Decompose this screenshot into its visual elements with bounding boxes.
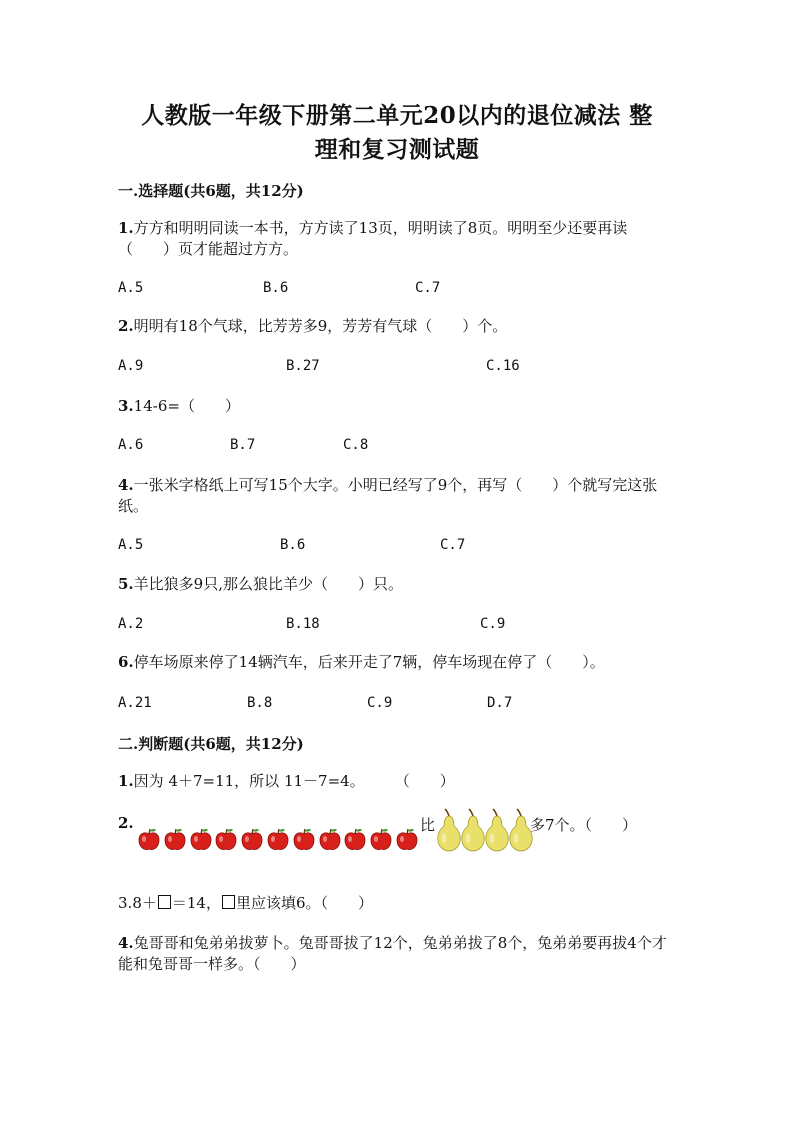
- pear-icon: [460, 808, 486, 852]
- question-4: [118, 475, 678, 517]
- option-a: A.21: [118, 695, 152, 711]
- option-a: A.5: [118, 537, 144, 553]
- question-text: 因为 4＋7=11，所以 11－7=4。 （ ）: [133, 772, 455, 790]
- apple-icon: [241, 828, 263, 852]
- question-text: 兔哥哥和兔弟弟拔萝卜。兔哥哥拔了12个，兔弟弟拔了8个，兔弟弟要再拔4个才能和兔哥哥一样多。（ ）: [118, 934, 667, 973]
- option-b: B.6: [280, 537, 306, 553]
- option-b: B.6: [263, 280, 289, 296]
- apple-icon: [267, 828, 289, 852]
- apple-icon: [293, 828, 315, 852]
- apple-icon: [396, 828, 418, 852]
- question-number: 1.: [118, 772, 134, 790]
- option-c: C.9: [367, 695, 393, 711]
- option-b: B.18: [286, 616, 320, 632]
- question-6: [118, 652, 678, 673]
- question-number: 2.: [118, 814, 134, 832]
- compare-word: 比: [420, 816, 436, 834]
- question-text: 方方和明明同读一本书，方方读了13页，明明读了8页。明明至少还要再读（ ）页才能超过方方。: [118, 219, 628, 258]
- option-c: C.7: [440, 537, 466, 553]
- apple-icon: [138, 828, 160, 852]
- option-b: B.7: [230, 437, 256, 453]
- question-number: 4.: [118, 934, 134, 952]
- section-heading-choice: 一.选择题(共6题，共12分): [118, 182, 304, 200]
- option-a: A.2: [118, 616, 144, 632]
- question-number: 2.: [118, 317, 134, 335]
- option-b: B.27: [286, 358, 320, 374]
- question-3: [118, 396, 678, 417]
- question-text: 停车场原来停了14辆汽车，后来开走了7辆，停车场现在停了（ ）。: [133, 653, 605, 671]
- question-number: 6.: [118, 653, 134, 671]
- question-2: [118, 316, 678, 337]
- judgement-question-2: [118, 806, 678, 856]
- question-5: [118, 574, 678, 595]
- apple-icon: [190, 828, 212, 852]
- option-c: C.8: [343, 437, 369, 453]
- apple-icon: [344, 828, 366, 852]
- option-a: A.5: [118, 280, 144, 296]
- question-text-c: 里应该填6。（ ）: [235, 894, 373, 912]
- question-number: 5.: [118, 575, 134, 593]
- judgement-question-4: [118, 933, 678, 975]
- option-b: B.8: [247, 695, 273, 711]
- option-a: A.9: [118, 358, 144, 374]
- pear-icon: [436, 808, 462, 852]
- apple-icon: [319, 828, 341, 852]
- section-heading-judgement: 二.判断题(共6题，共12分): [118, 735, 304, 753]
- judgement-question-1: [118, 771, 678, 792]
- question-text: 一张米字格纸上可写15个大字。小明已经写了9个，再写（ ）个就写完这张纸。: [118, 476, 658, 515]
- apple-icon: [370, 828, 392, 852]
- option-d: D.7: [487, 695, 513, 711]
- option-c: C.16: [486, 358, 520, 374]
- answer-box: [158, 895, 171, 909]
- apple-icon: [164, 828, 186, 852]
- answer-box: [222, 895, 235, 909]
- question-text: 明明有18个气球，比芳芳多9，芳芳有气球（ ）个。: [133, 317, 508, 335]
- apple-icon: [215, 828, 237, 852]
- question-text-a: 8＋: [132, 894, 157, 912]
- question-text: 羊比狼多9只,那么狼比羊少（ ）只。: [133, 575, 403, 593]
- question-text-b: ＝14，: [171, 894, 221, 912]
- option-c: C.9: [480, 616, 506, 632]
- option-c: C.7: [415, 280, 441, 296]
- option-a: A.6: [118, 437, 144, 453]
- question-number: 1.: [118, 219, 134, 237]
- question-1: [118, 218, 678, 260]
- question-tail: 多7个。（ ）: [530, 816, 638, 834]
- judgement-question-3: [118, 893, 678, 914]
- page-title-line1: 人教版一年级下册第二单元20以内的退位减法 整: [141, 102, 653, 129]
- pear-icon: [484, 808, 510, 852]
- question-number: 3.: [118, 397, 134, 415]
- question-text: 14-6=（ ）: [133, 397, 240, 415]
- question-number: 3.: [118, 894, 133, 912]
- page-title-line2: 理和复习测试题: [314, 136, 480, 163]
- question-number: 4.: [118, 476, 134, 494]
